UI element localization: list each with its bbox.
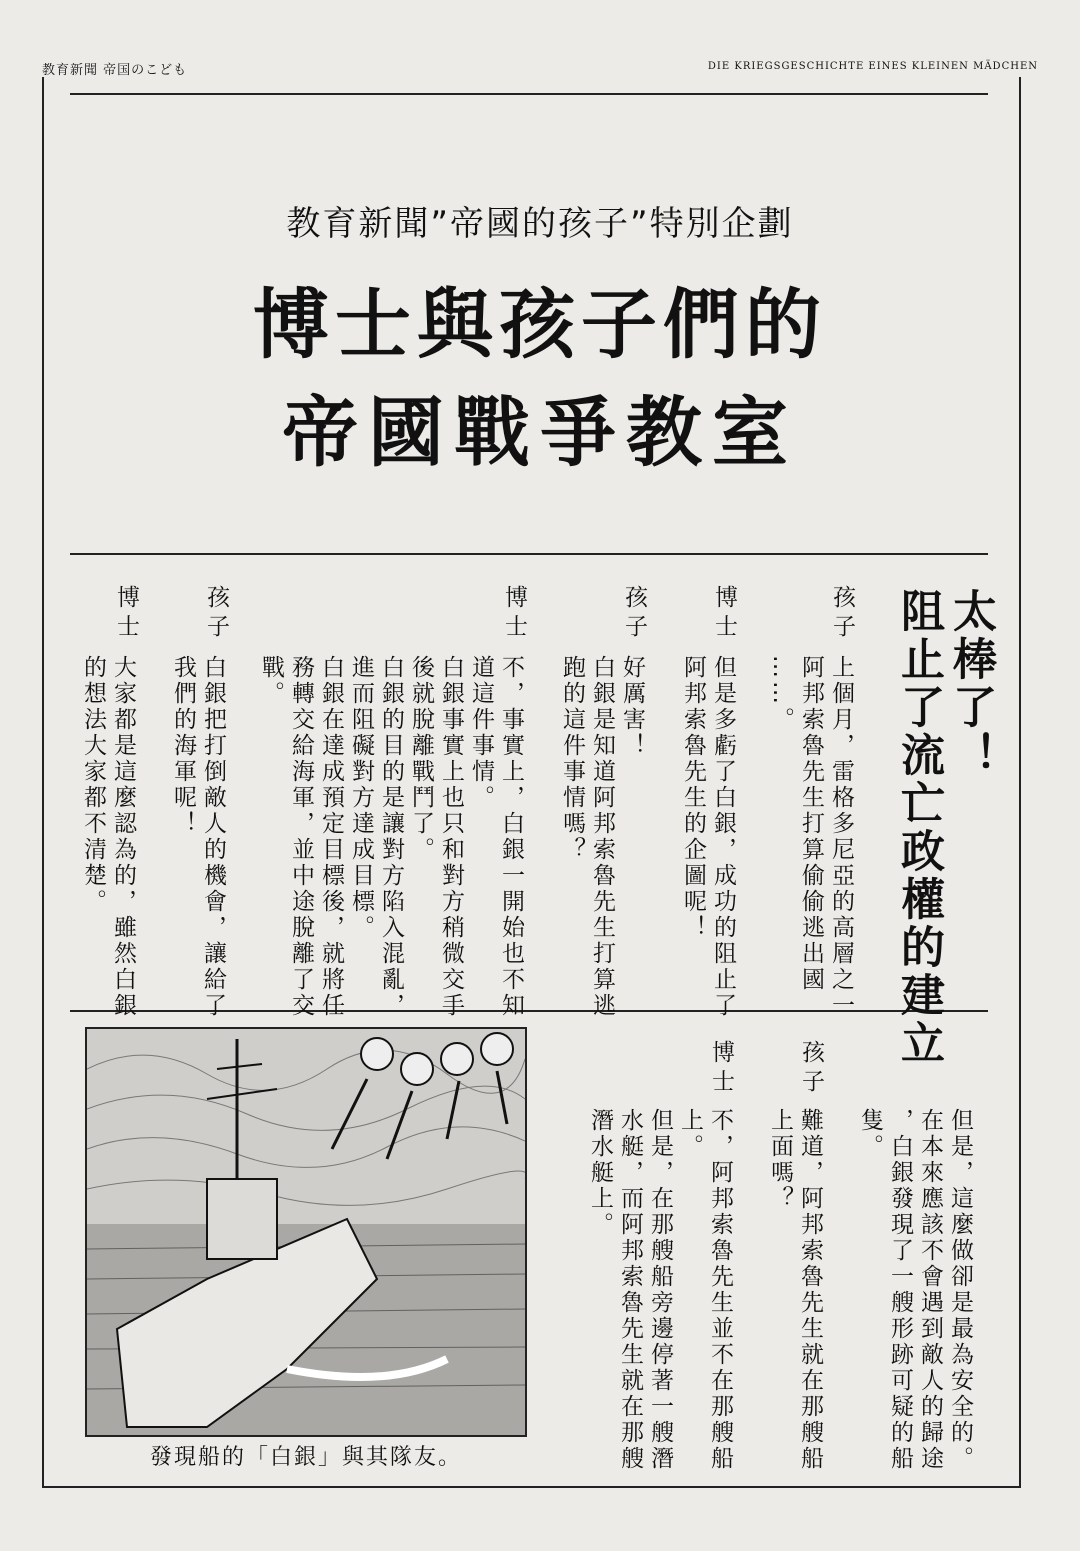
illustration-caption: 發現船的「白銀」與其隊友。: [149, 1445, 462, 1470]
dialogue-doctor-2: 不，事實上，白銀一開始也不知 道這件事情。 白銀事實上也只和對方稍微交手 後就脫離戰鬥了。 白銀的目的是讓對方陷入混亂， 進而阻礙對方達成目標。 白銀在達成預定目標後，就將任 務轉交給海軍，並中途脫離了交 戰。: [258, 655, 524, 1019]
speaker-child-2: 孩子: [621, 585, 647, 643]
speaker-doctor-2: 博士: [501, 585, 527, 643]
top-rule: [70, 93, 988, 95]
dialogue-child-2: 好厲害！ 白銀是知道阿邦索魯先生打算逃 跑的這件事情嗎？: [559, 655, 645, 1019]
dialogue-narration: 但是，這麼做卻是最為安全的。 在本來應該不會遇到敵人的歸途 ，白銀發現了一艘形跡可疑的船 隻。: [857, 1108, 973, 1472]
headline-vertical: 太棒了！ 阻止了流亡政權的建立: [893, 588, 996, 1068]
speaker-doctor-1: 博士: [711, 585, 737, 643]
article-title-line2: 帝國戰爭教室: [282, 388, 798, 477]
speaker-child-1: 孩子: [829, 585, 855, 643]
header-right: DIE KRIEGSGESCHICHTE EINES KLEINEN MÄDCHEN: [707, 61, 1038, 72]
speaker-doctor-4: 博士: [708, 1040, 734, 1098]
speaker-child-4: 孩子: [798, 1040, 824, 1098]
ship-illustration: [87, 1029, 525, 1435]
header-left: 教育新聞 帝国のこども: [42, 63, 188, 78]
dialogue-doctor-1: 但是多虧了白銀，成功的阻止了 阿邦索魯先生的企圖呢！: [680, 655, 736, 1019]
article-title-line1: 博士與孩子們的: [253, 280, 827, 369]
manga-illustration-panel: [85, 1027, 527, 1437]
speaker-child-3: 孩子: [203, 585, 229, 643]
dialogue-child-4: 難道，阿邦索魯先生就在那艘船 上面嗎？: [767, 1108, 823, 1472]
article-subtitle: 教育新聞”帝國的孩子”特別企劃: [286, 204, 794, 244]
speaker-doctor-3: 博士: [113, 585, 139, 643]
dialogue-child-1: 上個月，雷格多尼亞的高層之一 阿邦索魯先生打算偷偷逃出國 ……。: [768, 655, 854, 1019]
dialogue-doctor-4: 不，阿邦索魯先生並不在那艘船 上。 但是，在那艘船旁邊停著一艘潛 水艇，而阿邦索魯先生就在那艘 潛水艇上。: [587, 1108, 733, 1472]
dialogue-doctor-3: 大家都是這麼認為的，雖然白銀 的想法大家都不清楚。: [80, 655, 136, 1019]
middle-rule: [70, 553, 988, 555]
dialogue-child-3: 白銀把打倒敵人的機會，讓給了 我們的海軍呢！: [170, 655, 226, 1019]
